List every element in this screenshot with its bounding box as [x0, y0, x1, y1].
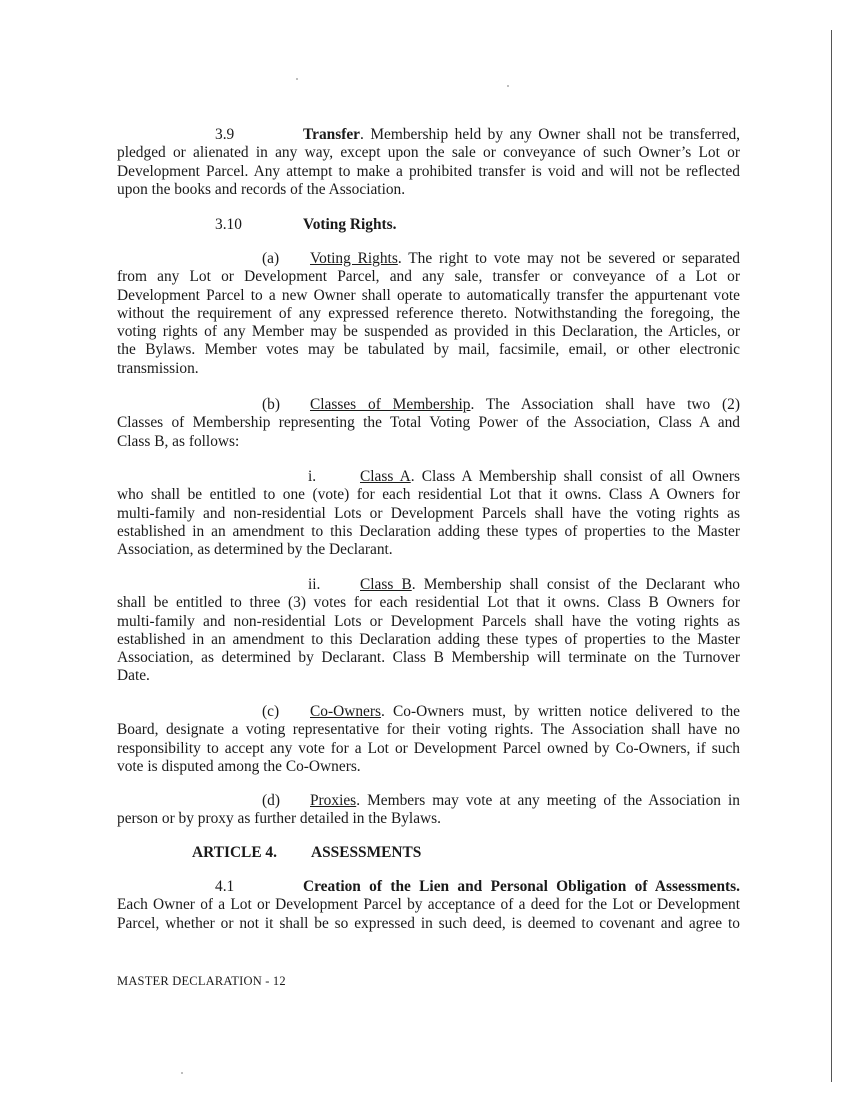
- text-line: [117, 250, 740, 268]
- text-line: Association, as determined by Declarant. Class B Membership will terminate on the Turnover: [117, 649, 740, 667]
- text-line: the Bylaws. Member votes may be tabulated by mail, facsimile, email, or other electronic: [117, 341, 740, 359]
- section-number: 4.1: [215, 878, 235, 895]
- text-line-fragment: . Class A Membership shall consist of all Owners: [410, 468, 741, 485]
- text-line: vote is disputed among the Co-Owners.: [117, 757, 361, 775]
- paragraph-heading: Co-Owners: [310, 703, 381, 720]
- paragraph-i: [117, 468, 740, 559]
- text-line: established in an amendment to this Declaration adding these types of properties to the Master: [117, 522, 740, 540]
- text-line: Date.: [117, 667, 150, 685]
- text-line: multi-family and non-residential Lots or Development Parcels shall have the voting rights as: [117, 612, 740, 630]
- paragraph-label: ii.: [308, 576, 321, 593]
- text-line-fragment: . Membership held by any Owner shall not be transferred,: [360, 126, 740, 143]
- paragraph-label: (d): [262, 792, 280, 809]
- scan-speck: [296, 78, 298, 80]
- scan-speck: [181, 1072, 183, 1074]
- paragraph-heading: Classes of Membership: [310, 396, 471, 413]
- text-line: multi-family and non-residential Lots or Development Parcels shall have the voting rights as: [117, 504, 740, 522]
- text-line: [117, 468, 740, 486]
- scan-speck: [507, 85, 509, 87]
- paragraph-d: [117, 792, 740, 829]
- text-line: person or by proxy as further detailed in the Bylaws.: [117, 810, 441, 828]
- paragraph-label: i.: [308, 468, 317, 485]
- paragraph-b: [117, 396, 740, 451]
- paragraph-label: (a): [262, 250, 280, 267]
- text-line: who shall be entitled to one (vote) for each residential Lot that it owns. Class A Owners for: [117, 486, 740, 504]
- article-label: ARTICLE 4.: [192, 844, 277, 861]
- text-line: [117, 396, 740, 414]
- text-line: [117, 126, 740, 144]
- text-line-fragment: . Members may vote at any meeting of the Association in: [356, 792, 740, 809]
- text-line: upon the books and records of the Association.: [117, 180, 406, 198]
- page-footer: MASTER DECLARATION - 12: [117, 974, 286, 988]
- paragraph-label: (c): [262, 703, 280, 720]
- section-3-9: [117, 126, 740, 199]
- text-line: Development Parcel to a new Owner shall operate to automatically transfer the appurtenant vote: [117, 286, 740, 304]
- paragraph-heading: Voting Rights: [310, 250, 398, 267]
- text-line: Development Parcel. Any attempt to make a prohibited transfer is void and will not be reflected: [117, 162, 740, 180]
- section-number: 3.10: [215, 216, 242, 233]
- section-4-1: [117, 878, 740, 933]
- paragraph-heading: Class A: [360, 468, 411, 485]
- text-line-fragment: . The Association shall have two (2): [470, 396, 741, 413]
- text-line: shall be entitled to three (3) votes for each residential Lot that it owns. Class B Owners for: [117, 594, 740, 612]
- text-line: [117, 576, 740, 594]
- text-line-fragment: . Membership shall consist of the Declarant who: [411, 576, 741, 593]
- paragraph-heading: Proxies: [310, 792, 357, 809]
- text-line: without the requirement of any expressed reference thereto. Notwithstanding the foregoing, the: [117, 304, 740, 322]
- section-title: Creation of the Lien and Personal Obligation of Assessments.: [303, 878, 740, 895]
- text-line-fragment: . The right to vote may not be severed or separated: [397, 250, 740, 267]
- text-line: [117, 703, 740, 721]
- text-line: Board, designate a voting representative for their voting rights. The Association shall have no: [117, 721, 740, 739]
- text-line: Association, as determined by the Declarant.: [117, 541, 393, 559]
- paragraph-label: (b): [262, 396, 280, 413]
- paragraph-ii: [117, 576, 740, 686]
- paragraph-a: [117, 250, 740, 378]
- scan-edge-line: [831, 30, 832, 1082]
- text-line-fragment: . Co-Owners must, by written notice delivered to the: [380, 703, 740, 720]
- text-line: Parcel, whether or not it shall be so expressed in such deed, is deemed to covenant and agree to: [117, 914, 740, 932]
- text-line: pledged or alienated in any way, except upon the sale or conveyance of such Owner’s Lot or: [117, 144, 740, 162]
- text-line: [117, 792, 740, 810]
- text-line: transmission.: [117, 359, 199, 377]
- article-title: ASSESSMENTS: [311, 844, 422, 861]
- text-line: established in an amendment to this Declaration adding these types of properties to the Master: [117, 630, 740, 648]
- text-line: Class B, as follows:: [117, 432, 240, 450]
- text-line: from any Lot or Development Parcel, and any sale, transfer or conveyance of a Lot or: [117, 268, 740, 286]
- text-line: Classes of Membership representing the Total Voting Power of the Association, Class A and: [117, 414, 740, 432]
- paragraph-heading: Class B: [360, 576, 412, 593]
- text-line: [117, 216, 740, 234]
- section-title: Transfer: [303, 126, 360, 143]
- text-line: Each Owner of a Lot or Development Parcel by acceptance of a deed for the Lot or Development: [117, 896, 740, 914]
- text-line: voting rights of any Member may be suspended as provided in this Declaration, the Articles, or: [117, 323, 740, 341]
- section-3-10: [117, 216, 740, 234]
- text-line: [117, 878, 740, 896]
- text-line: responsibility to accept any vote for a Lot or Development Parcel owned by Co-Owners, if such: [117, 739, 740, 757]
- paragraph-c: [117, 703, 740, 776]
- section-title: Voting Rights.: [303, 216, 397, 233]
- section-number: 3.9: [215, 126, 235, 143]
